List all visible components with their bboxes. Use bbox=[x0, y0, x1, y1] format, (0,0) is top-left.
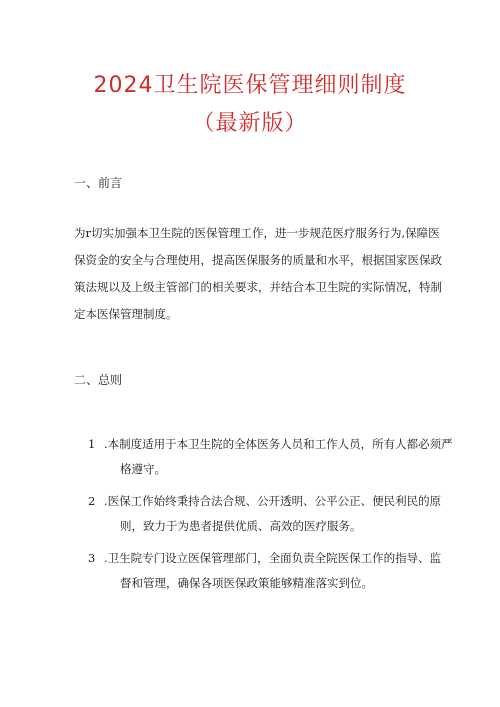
list-item-text-continued: 则，致力于为患者提供优质、高效的医疗服务。 bbox=[120, 519, 362, 533]
list-item-number: 3 bbox=[88, 551, 96, 565]
list-item-text: .医保工作始终秉持合法合规、公开透明、公平公正、便民利民的原 bbox=[104, 494, 442, 508]
list-item-text: .本制度适用于本卫生院的全体医务人员和工作人员，所有人都必须严 bbox=[104, 437, 453, 451]
section-heading-preface: 一、前言 bbox=[74, 176, 123, 190]
paragraph-line: 策法规以及上级主管部门的相关要求，并结合本卫生院的实际情况，特制 bbox=[74, 280, 442, 294]
list-item-text-continued: 督和管理，确保各项医保政策能够精准落实到位。 bbox=[120, 576, 373, 590]
document-subtitle: （最新版） bbox=[192, 111, 308, 136]
paragraph-line: 为r切实加强本卫生院的医保管理工作，进一步规范医疗服务行为,保障医 bbox=[74, 226, 440, 240]
paragraph-line: 保资金的安全与合理使用，提高医保服务的质量和水平，根据国家医保政 bbox=[74, 253, 442, 267]
paragraph-line: 定本医保管理制度。 bbox=[74, 307, 178, 321]
list-item-text-continued: 格遵守。 bbox=[120, 462, 166, 476]
section-heading-general: 二、总则 bbox=[74, 373, 123, 387]
list-item-number: 2 bbox=[88, 494, 96, 508]
preface-paragraph bbox=[74, 220, 442, 328]
list-item-text: .卫生院专门设立医保管理部门，全面负责全院医保工作的指导、监 bbox=[104, 551, 442, 565]
document-title: 2024卫生院医保管理细则制度 bbox=[93, 73, 407, 98]
list-item-number: 1 bbox=[88, 437, 96, 451]
